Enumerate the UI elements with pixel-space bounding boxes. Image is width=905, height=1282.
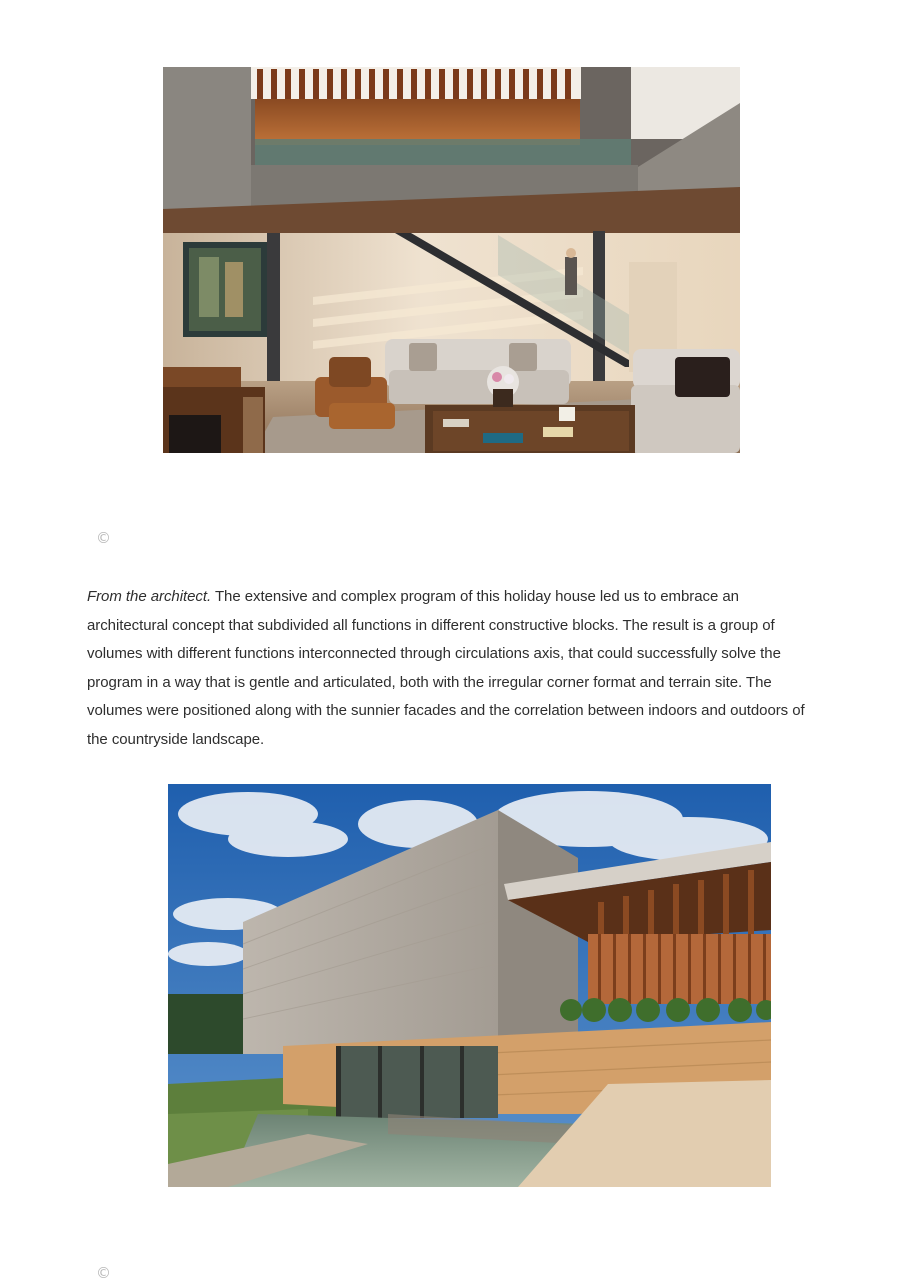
copyright-icon[interactable]: © xyxy=(96,529,111,547)
article-paragraph xyxy=(87,583,817,755)
interior-living-room-photo[interactable] xyxy=(163,67,740,453)
exterior-photo-illustration xyxy=(168,784,771,1187)
copyright-icon[interactable]: © xyxy=(96,1264,111,1282)
interior-photo-illustration xyxy=(163,67,740,453)
article-body-text: The extensive and complex program of this holiday house led us to embrace an architectural concept that subdivided all functions in different constructive blocks. The result is a group of volumes with different functions interconnected through circulations axis, that could successfully solve the program in a way that is gentle and articulated, both with the irregular corner format and terrain site. The volumes were positioned along with the sunnier facades and the correlation between indoors and outdoors of the countryside landscape. xyxy=(87,588,805,748)
exterior-house-photo[interactable] xyxy=(168,784,771,1187)
article-intro-italic: From the architect. xyxy=(87,588,212,605)
